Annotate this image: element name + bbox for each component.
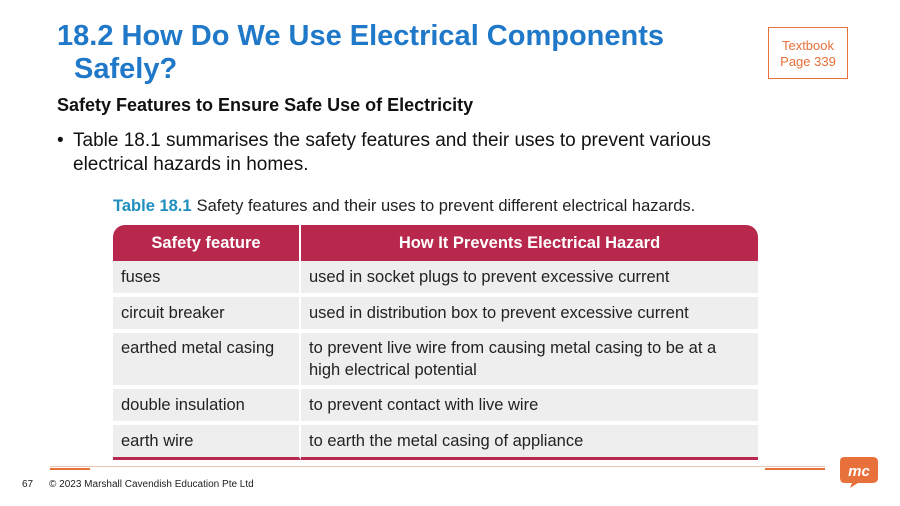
table-caption-number: Table 18.1 <box>113 197 192 215</box>
cell-description: to earth the metal casing of appliance <box>301 425 758 460</box>
footer-accent-right <box>765 468 825 470</box>
cell-description: to prevent contact with live wire <box>301 389 758 425</box>
cell-feature: fuses <box>113 261 301 297</box>
safety-features-table <box>113 225 758 460</box>
textbook-label: Textbook <box>781 38 835 53</box>
table-row <box>113 333 758 389</box>
footer-divider <box>50 466 825 467</box>
copyright-notice: © 2023 Marshall Cavendish Education Pte Ltd <box>49 479 254 490</box>
table-caption-text: Safety features and their uses to prevent different electrical hazards. <box>196 197 696 215</box>
header-how-it-prevents: How It Prevents Electrical Hazard <box>301 225 758 261</box>
cell-description: to prevent live wire from causing metal casing to be at a high electrical potential <box>301 333 758 389</box>
cell-description: used in distribution box to prevent excessive current <box>301 297 758 333</box>
table-caption <box>113 197 695 216</box>
table-row <box>113 389 758 425</box>
table-row <box>113 297 758 333</box>
bullet-icon: • <box>57 130 64 151</box>
mc-logo-icon <box>838 453 880 489</box>
footer-accent-left <box>50 468 90 470</box>
logo-text: mc <box>848 463 870 480</box>
table-row <box>113 425 758 460</box>
bullet-point <box>57 129 777 177</box>
cell-feature: double insulation <box>113 389 301 425</box>
slide-title <box>57 20 757 86</box>
textbook-page: Page 339 <box>780 54 836 69</box>
textbook-reference-box <box>768 27 848 79</box>
slide-title-line1: 18.2 How Do We Use Electrical Components <box>57 20 665 52</box>
slide-title-line2: Safely? <box>74 53 178 85</box>
cell-description: used in socket plugs to prevent excessive current <box>301 261 758 297</box>
cell-feature: earthed metal casing <box>113 333 301 389</box>
header-safety-feature: Safety feature <box>113 225 301 261</box>
cell-feature: circuit breaker <box>113 297 301 333</box>
page-number: 67 <box>22 479 34 490</box>
table-row <box>113 261 758 297</box>
section-subheading: Safety Features to Ensure Safe Use of Electricity <box>57 95 474 115</box>
cell-feature: earth wire <box>113 425 301 460</box>
table-header-row <box>113 225 758 261</box>
bullet-text: Table 18.1 summarises the safety features and their uses to prevent various electrical hazards in homes. <box>73 130 711 175</box>
